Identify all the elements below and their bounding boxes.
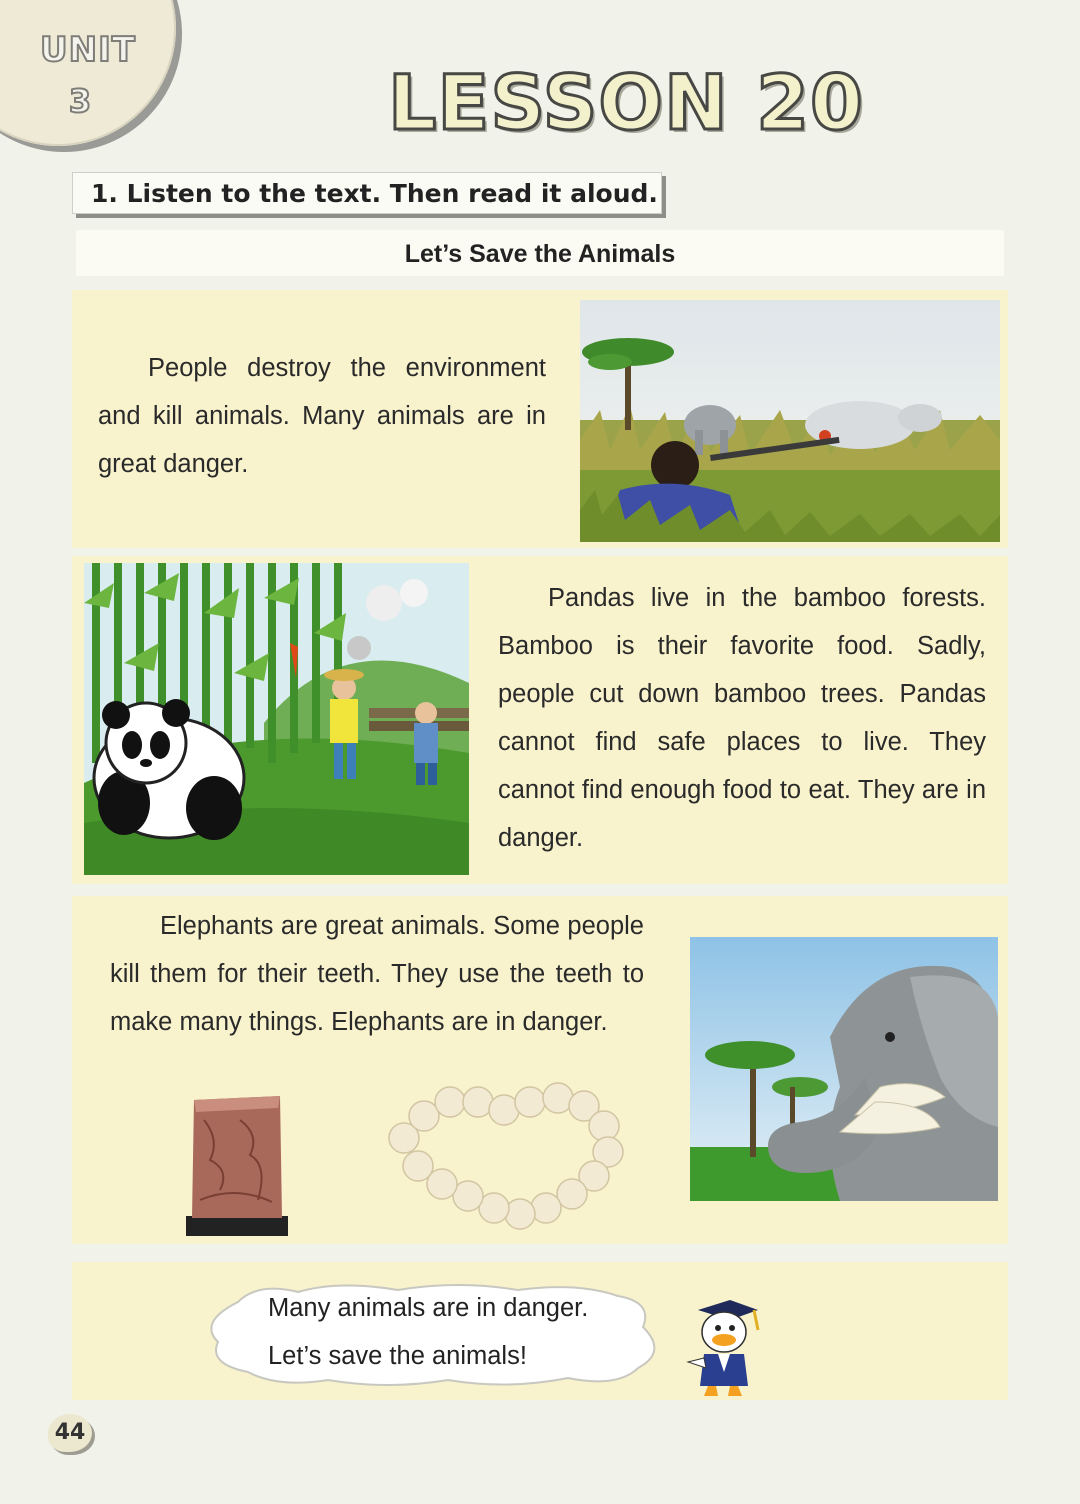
paragraph-text: Elephants are great animals. Some people kill them for their teeth. They use the teeth to make many things. Elephants are in danger. — [110, 912, 644, 1036]
speech-text — [268, 1284, 648, 1380]
paragraph-text: Pandas live in the bamboo forests. Bamboo is their favorite food. Sadly, people cut down bamboo trees. Pandas cannot find safe places to live. They cannot find enough food to eat. They are in danger. — [498, 584, 986, 852]
lesson-title: LESSON 20 — [388, 58, 864, 147]
unit-number: 3 — [68, 82, 92, 120]
page-number: 44 — [48, 1414, 92, 1452]
paragraph-hunting — [98, 344, 546, 488]
unit-badge — [0, 0, 176, 146]
unit-label: UNIT — [40, 30, 136, 70]
paragraph-elephants — [110, 902, 644, 1046]
hunter-illustration — [580, 300, 1000, 542]
speech-line-2: Let’s save the animals! — [268, 1342, 527, 1370]
exercise-instruction: 1. Listen to the text. Then read it aloud. — [72, 172, 662, 214]
ivory-carving-illustration — [180, 1090, 292, 1240]
ivory-beads-illustration — [376, 1080, 628, 1230]
duck-mascot-illustration — [678, 1296, 764, 1400]
speech-line-1: Many animals are in danger. — [268, 1294, 589, 1322]
elephant-illustration — [690, 937, 998, 1201]
panda-illustration — [84, 563, 469, 875]
reading-title: Let’s Save the Animals — [76, 230, 1004, 276]
paragraph-pandas — [498, 574, 986, 862]
paragraph-text: People destroy the environment and kill animals. Many animals are in great danger. — [98, 354, 546, 478]
